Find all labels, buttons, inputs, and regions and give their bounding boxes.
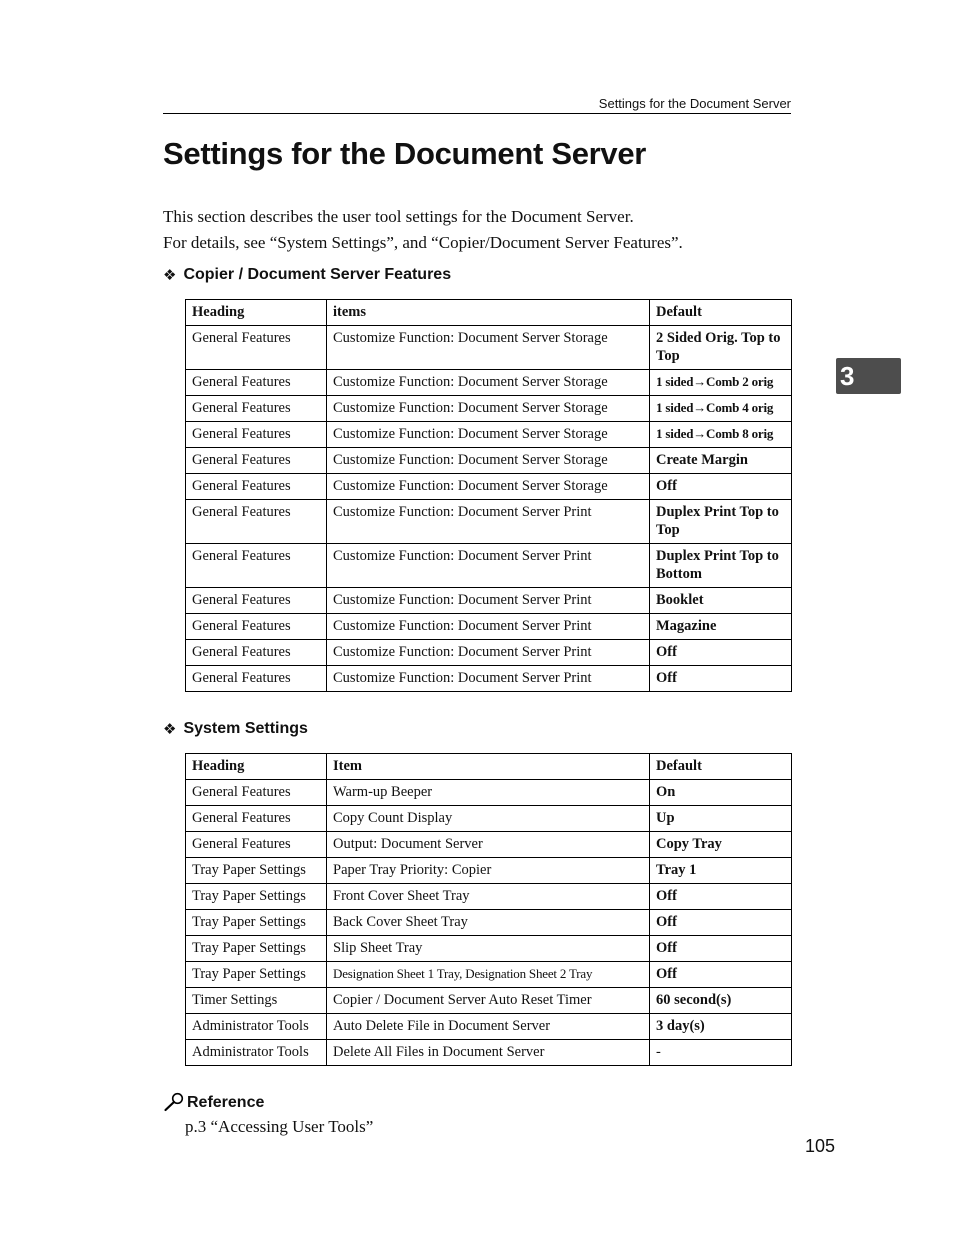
table-row bbox=[186, 544, 792, 588]
default-cell: Off bbox=[650, 962, 792, 988]
heading-cell: Timer Settings bbox=[186, 988, 327, 1014]
table-row bbox=[186, 326, 792, 370]
default-cell: Duplex Print Top to Top bbox=[650, 500, 792, 544]
diamond-bullet-icon: ❖ bbox=[163, 267, 177, 284]
heading-cell: General Features bbox=[186, 780, 327, 806]
table-row bbox=[186, 936, 792, 962]
heading-cell: General Features bbox=[186, 588, 327, 614]
system-section-title: System Settings bbox=[183, 720, 308, 737]
item-cell: Copy Count Display bbox=[327, 806, 650, 832]
heading-cell: General Features bbox=[186, 448, 327, 474]
table-row bbox=[186, 500, 792, 544]
item-cell: Customize Function: Document Server Print bbox=[327, 500, 650, 544]
heading-cell: Tray Paper Settings bbox=[186, 884, 327, 910]
item-cell: Customize Function: Document Server Storage bbox=[327, 396, 650, 422]
item-cell: Output: Document Server bbox=[327, 832, 650, 858]
item-cell: Customize Function: Document Server Print bbox=[327, 666, 650, 692]
default-cell: Off bbox=[650, 884, 792, 910]
item-cell: Designation Sheet 1 Tray, Designation Sheet 2 Tray bbox=[327, 962, 650, 988]
heading-cell: General Features bbox=[186, 806, 327, 832]
column-header-heading: Heading bbox=[186, 300, 327, 326]
item-cell: Customize Function: Document Server Storage bbox=[327, 370, 650, 396]
system-settings-table bbox=[185, 753, 792, 1066]
default-cell: Create Margin bbox=[650, 448, 792, 474]
table-header-row bbox=[186, 300, 792, 326]
table-row bbox=[186, 422, 792, 448]
table-row bbox=[186, 962, 792, 988]
running-header: Settings for the Document Server bbox=[163, 96, 791, 114]
chapter-tab: 3 bbox=[836, 358, 901, 394]
page-number: 105 bbox=[804, 1136, 835, 1156]
heading-cell: Tray Paper Settings bbox=[186, 936, 327, 962]
intro-line-2: For details, see “System Settings”, and “Copier/Document Server Features”. bbox=[163, 233, 683, 252]
heading-cell: General Features bbox=[186, 544, 327, 588]
heading-cell: General Features bbox=[186, 614, 327, 640]
default-cell: Off bbox=[650, 474, 792, 500]
heading-cell: General Features bbox=[186, 422, 327, 448]
table-row bbox=[186, 988, 792, 1014]
default-cell: Off bbox=[650, 640, 792, 666]
item-cell: Customize Function: Document Server Storage bbox=[327, 474, 650, 500]
table-row bbox=[186, 370, 792, 396]
item-cell: Customize Function: Document Server Storage bbox=[327, 448, 650, 474]
default-cell: On bbox=[650, 780, 792, 806]
default-cell: Up bbox=[650, 806, 792, 832]
item-cell: Copier / Document Server Auto Reset Timer bbox=[327, 988, 650, 1014]
heading-cell: General Features bbox=[186, 396, 327, 422]
item-cell: Front Cover Sheet Tray bbox=[327, 884, 650, 910]
item-cell: Back Cover Sheet Tray bbox=[327, 910, 650, 936]
copier-section-heading bbox=[163, 266, 451, 284]
heading-cell: Administrator Tools bbox=[186, 1014, 327, 1040]
table-row bbox=[186, 806, 792, 832]
column-header-default: Default bbox=[650, 754, 792, 780]
intro-text bbox=[163, 204, 683, 256]
magnifier-icon bbox=[163, 1092, 185, 1112]
item-cell: Customize Function: Document Server Print bbox=[327, 614, 650, 640]
reference-label: Reference bbox=[187, 1094, 265, 1111]
table-row bbox=[186, 640, 792, 666]
default-cell: 1 sided→Comb 8 orig bbox=[650, 422, 792, 448]
reference-heading bbox=[163, 1092, 264, 1112]
heading-cell: General Features bbox=[186, 640, 327, 666]
column-header-heading: Heading bbox=[186, 754, 327, 780]
table-row bbox=[186, 474, 792, 500]
heading-cell: Tray Paper Settings bbox=[186, 858, 327, 884]
default-cell: 3 day(s) bbox=[650, 1014, 792, 1040]
heading-cell: General Features bbox=[186, 666, 327, 692]
default-cell: - bbox=[650, 1040, 792, 1066]
item-cell: Slip Sheet Tray bbox=[327, 936, 650, 962]
item-cell: Customize Function: Document Server Print bbox=[327, 588, 650, 614]
item-cell: Auto Delete File in Document Server bbox=[327, 1014, 650, 1040]
table-row bbox=[186, 910, 792, 936]
item-cell: Paper Tray Priority: Copier bbox=[327, 858, 650, 884]
intro-line-1: This section describes the user tool settings for the Document Server. bbox=[163, 207, 634, 226]
copier-features-table bbox=[185, 299, 792, 692]
table-row bbox=[186, 666, 792, 692]
table-row bbox=[186, 780, 792, 806]
default-cell: 2 Sided Orig. Top to Top bbox=[650, 326, 792, 370]
item-cell: Customize Function: Document Server Storage bbox=[327, 326, 650, 370]
column-header-item: Item bbox=[327, 754, 650, 780]
table-row bbox=[186, 588, 792, 614]
table-row bbox=[186, 448, 792, 474]
table-row bbox=[186, 832, 792, 858]
column-header-default: Default bbox=[650, 300, 792, 326]
heading-cell: General Features bbox=[186, 500, 327, 544]
default-cell: Off bbox=[650, 910, 792, 936]
table-row bbox=[186, 614, 792, 640]
copier-section-title: Copier / Document Server Features bbox=[183, 266, 452, 283]
item-cell: Customize Function: Document Server Print bbox=[327, 544, 650, 588]
default-cell: 1 sided→Comb 2 orig bbox=[650, 370, 792, 396]
page-title: Settings for the Document Server bbox=[163, 136, 647, 171]
default-cell: Tray 1 bbox=[650, 858, 792, 884]
table-row bbox=[186, 396, 792, 422]
heading-cell: General Features bbox=[186, 326, 327, 370]
default-cell: Off bbox=[650, 666, 792, 692]
item-cell: Warm-up Beeper bbox=[327, 780, 650, 806]
heading-cell: Tray Paper Settings bbox=[186, 962, 327, 988]
reference-link[interactable]: p.3 “Accessing User Tools” bbox=[185, 1117, 374, 1136]
default-cell: Copy Tray bbox=[650, 832, 792, 858]
heading-cell: General Features bbox=[186, 474, 327, 500]
item-cell: Customize Function: Document Server Print bbox=[327, 640, 650, 666]
heading-cell: Tray Paper Settings bbox=[186, 910, 327, 936]
default-cell: 60 second(s) bbox=[650, 988, 792, 1014]
table-row bbox=[186, 1040, 792, 1066]
default-cell: 1 sided→Comb 4 orig bbox=[650, 396, 792, 422]
heading-cell: Administrator Tools bbox=[186, 1040, 327, 1066]
default-cell: Magazine bbox=[650, 614, 792, 640]
system-section-heading bbox=[163, 720, 308, 738]
default-cell: Off bbox=[650, 936, 792, 962]
table-header-row bbox=[186, 754, 792, 780]
heading-cell: General Features bbox=[186, 370, 327, 396]
table-row bbox=[186, 858, 792, 884]
table-row bbox=[186, 1014, 792, 1040]
item-cell: Customize Function: Document Server Storage bbox=[327, 422, 650, 448]
default-cell: Booklet bbox=[650, 588, 792, 614]
default-cell: Duplex Print Top to Bottom bbox=[650, 544, 792, 588]
table-row bbox=[186, 884, 792, 910]
item-cell: Delete All Files in Document Server bbox=[327, 1040, 650, 1066]
column-header-items: items bbox=[327, 300, 650, 326]
diamond-bullet-icon: ❖ bbox=[163, 721, 177, 738]
heading-cell: General Features bbox=[186, 832, 327, 858]
